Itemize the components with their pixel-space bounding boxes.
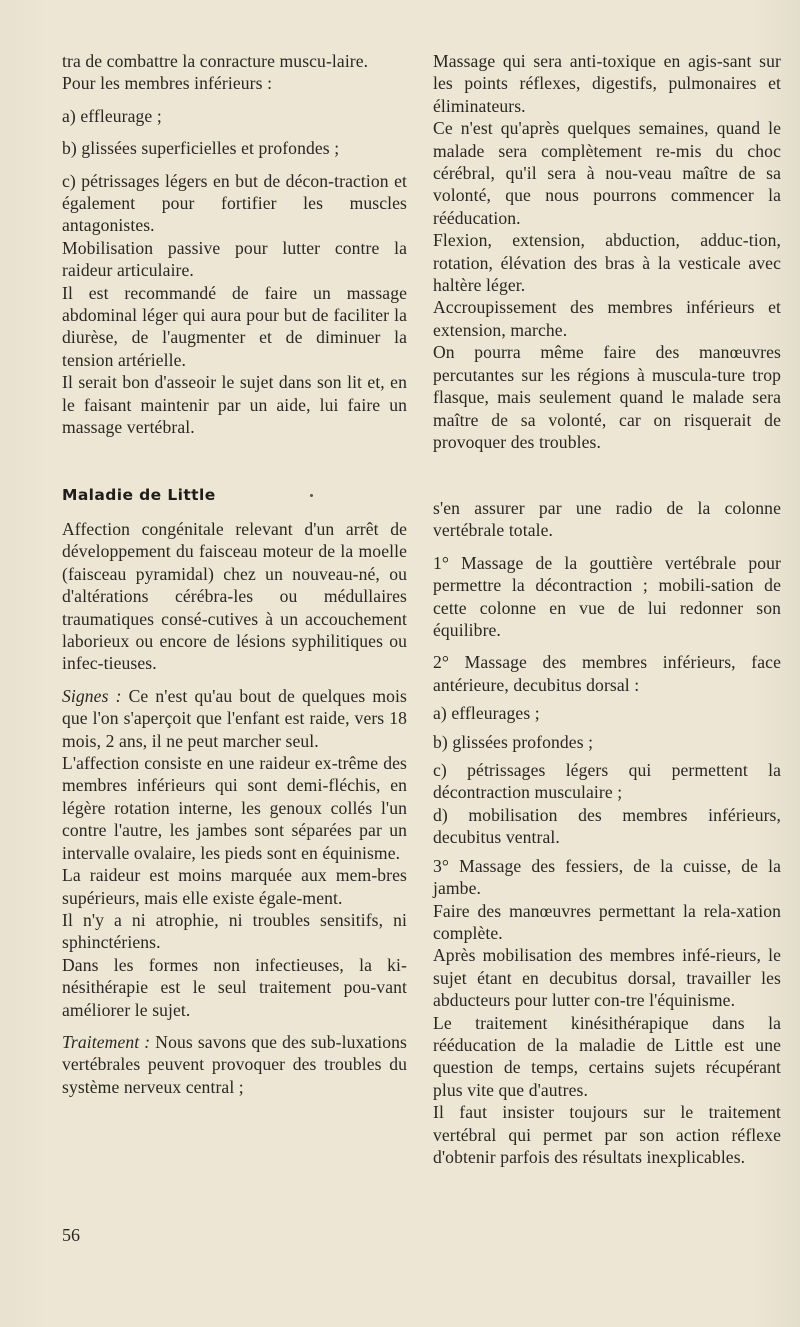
paragraph: Dans les formes non infectieuses, la ki-nésithérapie est le seul traitement pou-vant améliorer le sujet.	[62, 954, 407, 1020]
right-column-top	[433, 50, 781, 453]
print-speck	[310, 494, 313, 497]
traitement-label: Traitement :	[62, 1031, 151, 1052]
right-column-bottom	[433, 497, 781, 1168]
paragraph: L'affection consiste en une raideur ex-trême des membres inférieurs qui sont demi-fléchis, en légère rotation interne, les genoux collés l'un contre l'autre, les jambes sont séparées par un intervalle ovalaire, les pieds sont en équinisme.	[62, 753, 407, 863]
list-item: a) effleurages ;	[433, 703, 540, 724]
section-heading: Maladie de Little	[62, 486, 216, 504]
list-item: b) glissées superficielles et profondes ;	[62, 138, 340, 159]
traitement-paragraph	[62, 1031, 407, 1098]
traitement-text: Nous savons que des sub-luxations vertébrales peuvent provoquer des troubles du système nerveux central ;	[62, 1031, 407, 1097]
left-column-top	[62, 50, 407, 439]
paragraph: Affection congénitale relevant d'un arrêt de développement du faisceau moteur de la moelle (faisceau pyramidal) chez un nouveau-né, ou d'altérations cérébra-les ou médullaires traumatiques consé-cutives à un accouchement laborieux ou encore de lésions syphilitiques ou infec-tieuses.	[62, 519, 407, 674]
page-number: 56	[62, 1225, 80, 1245]
paragraph: Il serait bon d'asseoir le sujet dans son lit et, en le faisant maintenir par un aide, lui faire un massage vertébral.	[62, 372, 407, 438]
paragraph: Pour les membres inférieurs :	[62, 73, 273, 94]
list-item: b) glissées profondes ;	[433, 731, 594, 752]
list-item: c) pétrissages légers en but de décon-traction et également pour fortifier les muscles antagonistes.	[62, 170, 407, 236]
paragraph: 1° Massage de la gouttière vertébrale pour permettre la décontraction ; mobili-sation de cette colonne en vue de lui redonner son équilibre.	[433, 552, 781, 641]
paragraph: Mobilisation passive pour lutter contre la raideur articulaire.	[62, 237, 407, 281]
paragraph: Accroupissement des membres inférieurs et extension, marche.	[433, 297, 781, 340]
paragraph: Flexion, extension, abduction, adduc-tion, rotation, élévation des bras à la vesticale avec haltère léger.	[433, 230, 781, 296]
paragraph: Il est recommandé de faire un massage abdominal léger qui aura pour but de faciliter la diurèse, de l'augmenter et de diminuer la tension artérielle.	[62, 282, 407, 370]
paragraph: Massage qui sera anti-toxique en agis-sant sur les points réflexes, digestifs, pulmonaires et éliminateurs.	[433, 51, 781, 116]
paragraph: 2° Massage des membres inférieurs, face antérieure, decubitus dorsal :	[433, 652, 781, 695]
paragraph: 3° Massage des fessiers, de la cuisse, de la jambe.	[433, 855, 781, 899]
signes-paragraph	[62, 685, 407, 752]
paragraph: On pourra même faire des manœuvres percutantes sur les régions à muscula-ture trop flasque, mais seulement quand le malade sera maître de sa volonté, car on risquerait de provoquer des troubles.	[433, 342, 781, 452]
paragraph: s'en assurer par une radio de la colonne vertébrale totale.	[433, 498, 781, 541]
paragraph: La raideur est moins marquée aux mem-bres supérieurs, mais elle existe égale-ment.	[62, 865, 407, 908]
list-item: c) pétrissages légers qui permettent la décontraction musculaire ;	[433, 760, 781, 803]
paragraph: Après mobilisation des membres infé-rieurs, le sujet étant en decubitus dorsal, travailler les abducteurs pour lutter con-tre l'équinisme.	[433, 945, 781, 1011]
list-item: a) effleurage ;	[62, 105, 162, 126]
paragraph: Le traitement kinésithérapique dans la rééducation de la maladie de Little est une question de temps, certains sujets récupérant plus vite que d'autres.	[433, 1012, 781, 1100]
signes-text: Ce n'est qu'au bout de quelques mois que l'on s'aperçoit que l'enfant est raide, vers 18 mois, 2 ans, il ne peut marcher seul.	[62, 685, 407, 751]
paragraph: Il n'y a ni atrophie, ni troubles sensitifs, ni sphinctériens.	[62, 909, 407, 953]
list-item: d) mobilisation des membres inférieurs, decubitus ventral.	[433, 804, 781, 848]
signes-label: Signes :	[62, 685, 122, 706]
paragraph: tra de combattre la conracture muscu-laire.	[62, 51, 369, 71]
paragraph: Il faut insister toujours sur le traitement vertébral qui permet par son action réflexe d'obtenir parfois des résultats inexplicables.	[433, 1102, 781, 1167]
left-column-bottom	[62, 518, 407, 1098]
paragraph: Faire des manœuvres permettant la rela-xation complète.	[433, 900, 781, 943]
paragraph: Ce n'est qu'après quelques semaines, quand le malade sera complètement re-mis du choc cérébral, qu'il sera à nou-veau maître de sa volonté, que nous pourrons commencer la rééducation.	[433, 118, 781, 228]
